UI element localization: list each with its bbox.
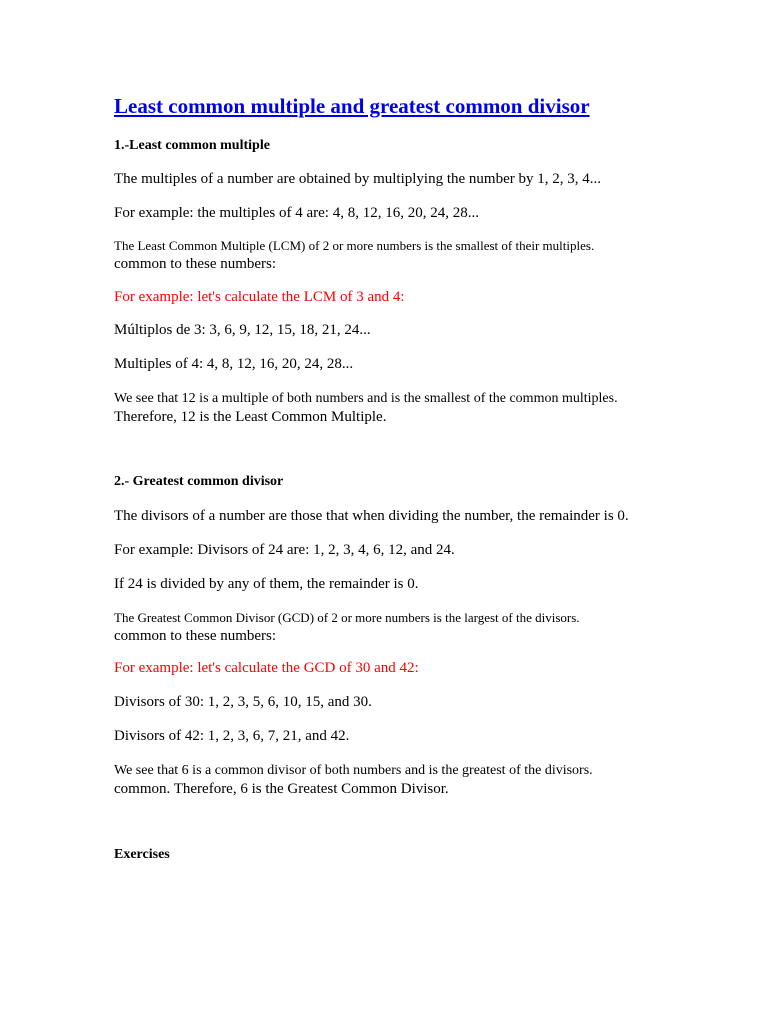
lcm-conclusion-line-1: We see that 12 is a multiple of both numbers and is the smallest of the common multiples. bbox=[114, 391, 618, 406]
lcm-paragraph-2: For example: the multiples of 4 are: 4, 8, 12, 16, 20, 24, 28... bbox=[114, 205, 479, 221]
lcm-definition-line-1: The Least Common Multiple (LCM) of 2 or more numbers is the smallest of their multiples. bbox=[114, 238, 595, 253]
gcd-definition bbox=[114, 609, 580, 645]
page-title-link[interactable]: Least common multiple and greatest common divisor bbox=[114, 94, 590, 118]
lcm-multiples-of-3: Múltiplos de 3: 3, 6, 9, 12, 15, 18, 21, 24... bbox=[114, 322, 371, 338]
lcm-definition bbox=[114, 237, 594, 273]
lcm-example: For example: let's calculate the LCM of 3 and 4: bbox=[114, 289, 405, 305]
exercises-heading: Exercises bbox=[114, 847, 170, 862]
gcd-example: For example: let's calculate the GCD of 30 and 42: bbox=[114, 660, 419, 676]
lcm-paragraph-1: The multiples of a number are obtained by multiplying the number by 1, 2, 3, 4... bbox=[114, 171, 601, 187]
gcd-conclusion bbox=[114, 762, 593, 798]
lcm-conclusion bbox=[114, 390, 618, 426]
gcd-definition-line-1: The Greatest Common Divisor (GCD) of 2 or more numbers is the largest of the divisors. bbox=[114, 610, 580, 625]
gcd-divisors-of-42: Divisors of 42: 1, 2, 3, 6, 7, 21, and 42. bbox=[114, 728, 350, 744]
gcd-heading: 2.- Greatest common divisor bbox=[114, 474, 284, 489]
lcm-multiples-of-4: Multiples of 4: 4, 8, 12, 16, 20, 24, 28... bbox=[114, 356, 354, 372]
gcd-definition-line-2: common to these numbers: bbox=[114, 628, 277, 644]
lcm-heading: 1.-Least common multiple bbox=[114, 138, 270, 153]
gcd-paragraph-2: For example: Divisors of 24 are: 1, 2, 3, 4, 6, 12, and 24. bbox=[114, 542, 455, 558]
gcd-paragraph-3: If 24 is divided by any of them, the remainder is 0. bbox=[114, 576, 419, 592]
gcd-divisors-of-30: Divisors of 30: 1, 2, 3, 5, 6, 10, 15, and 30. bbox=[114, 694, 372, 710]
gcd-paragraph-1: The divisors of a number are those that when dividing the number, the remainder is 0. bbox=[114, 508, 629, 524]
lcm-definition-line-2: common to these numbers: bbox=[114, 256, 277, 272]
gcd-conclusion-line-2: common. Therefore, 6 is the Greatest Common Divisor. bbox=[114, 781, 449, 797]
gcd-conclusion-line-1: We see that 6 is a common divisor of both numbers and is the greatest of the divisors. bbox=[114, 763, 593, 778]
lcm-conclusion-line-2: Therefore, 12 is the Least Common Multiple. bbox=[114, 409, 387, 425]
